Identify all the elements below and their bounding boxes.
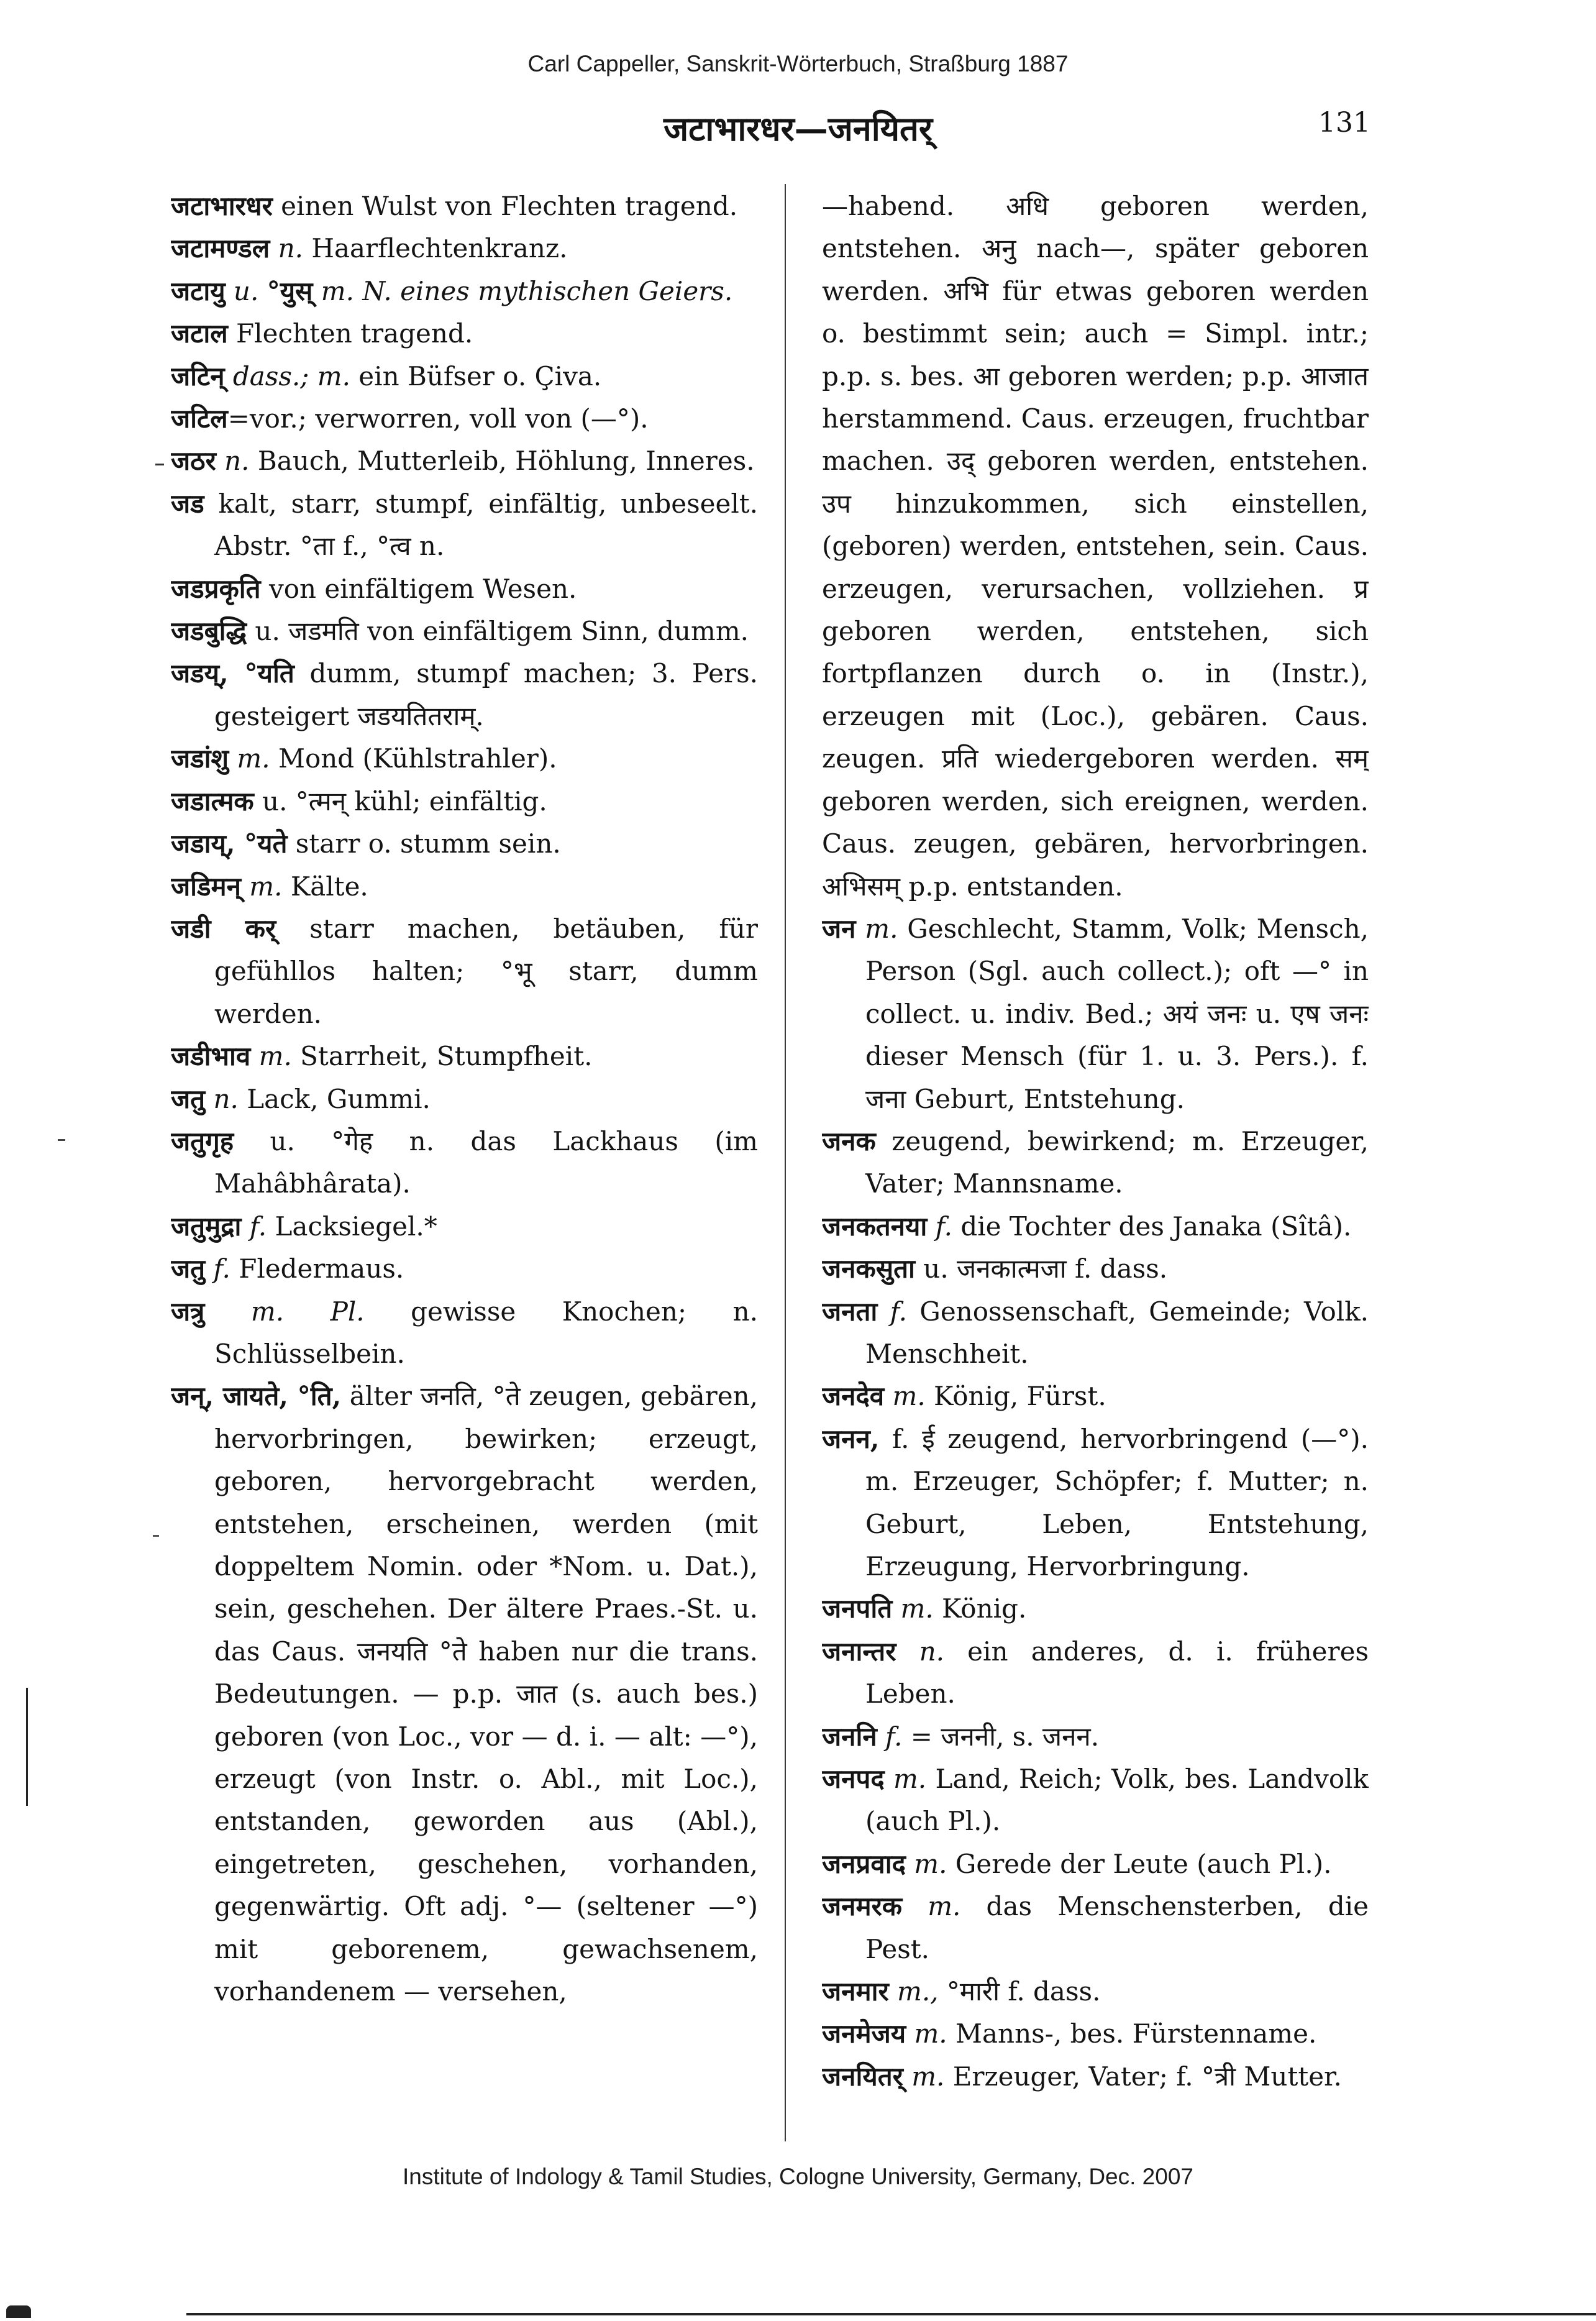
dictionary-entry bbox=[171, 738, 758, 780]
variant-headword: °युस् bbox=[267, 275, 313, 306]
dictionary-entry bbox=[171, 866, 758, 908]
dictionary-entry bbox=[822, 185, 1369, 908]
grammar-note: m. bbox=[905, 1848, 947, 1879]
dictionary-entry bbox=[822, 1716, 1369, 1758]
headword: जन्, जायते, °ति, bbox=[171, 1381, 342, 1412]
dictionary-entry bbox=[822, 1885, 1369, 1971]
dictionary-entry bbox=[822, 1843, 1369, 1885]
dictionary-entry bbox=[171, 440, 758, 482]
definition: Kälte. bbox=[282, 871, 368, 902]
dictionary-entry bbox=[171, 610, 758, 652]
scan-corner bbox=[6, 2305, 31, 2318]
grammar-note: u. bbox=[225, 275, 267, 306]
headword: जडात्मक bbox=[171, 785, 254, 817]
dictionary-entry bbox=[822, 1588, 1369, 1630]
dictionary-entry bbox=[822, 1758, 1369, 1843]
headword: जत्रु bbox=[171, 1296, 205, 1327]
headword: जनता bbox=[822, 1296, 878, 1327]
headword: जडबुद्धि bbox=[171, 616, 247, 647]
dictionary-entry bbox=[822, 908, 1369, 1120]
definition: —habend. अधि geboren werden, entstehen. अनु nach—, später geboren werden. अभि für etwas geboren werden o. bestimmt sein; auch = Simpl. intr.; p.p. s. bes. आ geboren werden; p.p. आजात herstammend. Caus. erzeugen, fruchtbar machen. उद् geboren werden, entstehen. उप hinzukommen, sich einstellen, (geboren) werden, entstehen, sein. Caus. erzeugen, verursachen, vollziehen. प्र geboren werden, entstehen, sich fortpflanzen durch o. in (Instr.), erzeugen mit (Loc.), gebären. Caus. zeugen. प्रति wiedergeboren werden. सम् geboren werden, sich ereignen, werden. Caus. zeugen, gebären, hervorbringen. अभिसम् p.p. entstanden. bbox=[822, 191, 1369, 902]
headword: जनकतनया bbox=[822, 1211, 928, 1242]
dictionary-entry bbox=[822, 2056, 1369, 2098]
headword: जठर bbox=[171, 446, 216, 477]
headword: जनपद bbox=[822, 1764, 885, 1795]
grammar-note: m. bbox=[884, 1764, 927, 1795]
definition: starr o. stumm sein. bbox=[287, 828, 561, 859]
dictionary-entry bbox=[171, 1120, 758, 1206]
headword: जडाय्, °यते bbox=[171, 828, 288, 859]
dictionary-entry bbox=[171, 398, 758, 440]
headword: जडिमन् bbox=[171, 871, 241, 902]
definition: f. ई zeugend, hervorbringend (—°). m. Erzeuger, Schöpfer; f. Mutter; n. Geburt, Leben, Entstehung, Erzeugung, Hervorbringung. bbox=[865, 1423, 1369, 1582]
definition: einen Wulst von Flechten tragend. bbox=[272, 191, 738, 221]
dictionary-entry bbox=[822, 1971, 1369, 2013]
definition: Bauch, Mutterleib, Höhlung, Inneres. bbox=[249, 446, 755, 477]
headword: जटिल bbox=[171, 403, 228, 434]
dictionary-entry bbox=[822, 1120, 1369, 1206]
definition: u. °त्मन् kühl; einfältig. bbox=[253, 785, 547, 817]
definition: König, Fürst. bbox=[925, 1381, 1106, 1412]
grammar-note: f. bbox=[927, 1211, 952, 1242]
definition: zeugend, bewirkend; m. Erzeuger, Vater; Mannsname. bbox=[865, 1125, 1369, 1199]
definition: Gerede der Leute (auch Pl.). bbox=[947, 1848, 1332, 1879]
dictionary-entry bbox=[822, 1375, 1369, 1417]
dictionary-entry bbox=[171, 227, 758, 270]
headword: जनपति bbox=[822, 1593, 893, 1624]
headword: जनमेजय bbox=[822, 2018, 906, 2049]
dictionary-entry bbox=[171, 781, 758, 823]
definition: kalt, starr, stumpf, einfältig, unbeseelt. Abstr. °ता f., °त्व n. bbox=[204, 488, 758, 562]
dictionary-entry bbox=[171, 652, 758, 738]
definition: °मारी f. dass. bbox=[938, 1976, 1101, 2007]
headword: जननि bbox=[822, 1721, 877, 1752]
definition: dumm, stumpf machen; 3. Pers. gesteigert जडयतितराम्. bbox=[214, 658, 758, 731]
definition: Mond (Kühlstrahler). bbox=[270, 743, 557, 774]
headword: जटिन् bbox=[171, 360, 225, 391]
dictionary-entry bbox=[171, 1375, 758, 2013]
grammar-note: n. bbox=[205, 1083, 239, 1114]
headword: जनमार bbox=[822, 1976, 889, 2007]
running-head: जटाभारधर—जनयितर् bbox=[663, 109, 933, 149]
headword: जनक bbox=[822, 1125, 876, 1156]
headword: जनन, bbox=[822, 1423, 880, 1454]
grammar-note: f. bbox=[241, 1211, 267, 1242]
grammar-note: f. bbox=[877, 1296, 907, 1327]
definition: König. bbox=[933, 1593, 1027, 1624]
definition: von einfältigem Wesen. bbox=[260, 573, 577, 604]
source-citation: Carl Cappeller, Sanskrit-Wörterbuch, Straßburg 1887 bbox=[527, 51, 1069, 76]
definition: Flechten tragend. bbox=[227, 318, 473, 349]
headword: जनकसुता bbox=[822, 1253, 915, 1284]
dictionary-entry bbox=[171, 568, 758, 610]
dictionary-entry bbox=[822, 1418, 1369, 1588]
grammar-note: f. bbox=[205, 1253, 230, 1284]
dictionary-entry bbox=[171, 1248, 758, 1290]
headword: जटाभारधर bbox=[171, 191, 273, 221]
headword: जडीभाव bbox=[171, 1041, 251, 1072]
grammar-note: m., bbox=[888, 1976, 939, 2007]
definition: Geschlecht, Stamm, Volk; Mensch, Person (Sgl. auch collect.); oft —° in collect. u. indiv. Bed.; अयं जनः u. एष जनः dieser Mensch (für 1. u. 3. Pers.). f. जना Geburt, Entstehung. bbox=[865, 913, 1369, 1114]
definition: Fledermaus. bbox=[230, 1253, 404, 1284]
headword: जतु bbox=[171, 1253, 206, 1284]
definition: u. जडमति von einfältigem Sinn, dumm. bbox=[247, 616, 749, 647]
grammar-note: m. bbox=[855, 913, 898, 944]
margin-mark bbox=[155, 464, 164, 465]
headword: जनमरक bbox=[822, 1891, 903, 1922]
right-column bbox=[822, 185, 1369, 2143]
institution-footer: Institute of Indology & Tamil Studies, Cologne University, Germany, Dec. 2007 bbox=[402, 2164, 1193, 2189]
headword: जडी कर् bbox=[171, 913, 276, 944]
definition: die Tochter des Janaka (Sîtâ). bbox=[952, 1211, 1352, 1242]
grammar-note: m. bbox=[229, 743, 270, 774]
definition: Starrheit, Stumpfheit. bbox=[291, 1041, 593, 1072]
headword: जनप्रवाद bbox=[822, 1848, 906, 1879]
definition: gewisse Knochen; n. Schlüsselbein. bbox=[214, 1296, 758, 1369]
grammar-note: dass.; bbox=[224, 360, 309, 391]
headword: जनान्तर bbox=[822, 1636, 896, 1667]
headword: जडय्, °यति bbox=[171, 658, 294, 689]
dictionary-entry bbox=[171, 1206, 758, 1248]
definition: Manns-, bes. Fürstenname. bbox=[947, 2018, 1317, 2049]
definition: Genossenschaft, Gemeinde; Volk. Menschheit. bbox=[865, 1296, 1369, 1369]
headword: जटामण्डल bbox=[171, 233, 270, 264]
dictionary-entry bbox=[171, 1291, 758, 1376]
headword: जतुगृह bbox=[171, 1125, 234, 1156]
dictionary-entry bbox=[822, 1248, 1369, 1290]
definition: ein Büfser o. Çiva. bbox=[350, 360, 602, 391]
definition: älter जनति, °ते zeugen, gebären, hervorbringen, bewirken; erzeugt, geboren, hervorgebracht werden, entstehen, erscheinen, werden (mit doppeltem Nomin. oder *Nom. u. Dat.), sein, geschehen. Der ältere Praes.-St. u. das Caus. जनयति °ते haben nur die trans. Bedeutungen. — p.p. जात (s. auch bes.) geboren (von Loc., vor — d. i. — alt: —°), erzeugt (von Instr. o. Abl., mit Loc.), entstanden, geworden aus (Abl.), eingetreten, geschehen, vorhanden, gegenwärtig. Oft adj. °— (seltener —°) mit geborenem, gewachsenem, vorhandenem — versehen, bbox=[214, 1381, 758, 2007]
dictionary-entry bbox=[171, 1035, 758, 1078]
definition: Lacksiegel.* bbox=[267, 1211, 437, 1242]
definition: = जननी, s. जनन. bbox=[902, 1721, 1100, 1752]
grammar-note: m. Pl. bbox=[204, 1296, 365, 1327]
headword: जतुमुद्रा bbox=[171, 1211, 242, 1242]
dictionary-entry bbox=[171, 1078, 758, 1120]
margin-bar bbox=[26, 1688, 28, 1806]
headword: जड bbox=[171, 488, 204, 519]
headword: जन bbox=[822, 913, 856, 944]
grammar-note: f. bbox=[877, 1721, 903, 1752]
grammar-note: n. bbox=[216, 446, 250, 477]
grammar-note: m. bbox=[906, 2018, 947, 2049]
headword: जडांशु bbox=[171, 743, 229, 774]
margin-mark bbox=[58, 1139, 65, 1141]
headword: जटायु bbox=[171, 275, 226, 306]
grammar-note: n. bbox=[896, 1636, 944, 1667]
margin-mark bbox=[153, 1535, 159, 1537]
definition: Erzeuger, Vater; f. °त्री Mutter. bbox=[944, 2061, 1342, 2092]
definition: Lack, Gummi. bbox=[238, 1083, 431, 1114]
headword: जतु bbox=[171, 1083, 206, 1114]
headword: जडप्रकृति bbox=[171, 573, 261, 604]
headword: जनयितर् bbox=[822, 2061, 903, 2092]
scan-edge bbox=[186, 2313, 1596, 2315]
dictionary-entry bbox=[822, 1291, 1369, 1376]
grammar-note: n. bbox=[270, 233, 303, 264]
dictionary-entry bbox=[171, 185, 758, 227]
dictionary-entry bbox=[171, 483, 758, 568]
definition: =vor.; verworren, voll von (—°). bbox=[227, 403, 649, 434]
dictionary-entry bbox=[171, 313, 758, 355]
definition: Haarflechtenkranz. bbox=[303, 233, 568, 264]
grammar-note: m. bbox=[884, 1381, 926, 1412]
definition: ein anderes, d. i. früheres Leben. bbox=[865, 1636, 1369, 1710]
grammar-note: m. bbox=[309, 360, 350, 391]
column-divider bbox=[785, 184, 786, 2141]
definition: das Menschensterben, die Pest. bbox=[865, 1891, 1369, 1964]
dictionary-entry bbox=[171, 270, 758, 313]
headword: जनदेव bbox=[822, 1381, 885, 1412]
left-column bbox=[171, 185, 758, 2143]
dictionary-entry bbox=[171, 908, 758, 1035]
dictionary-entry bbox=[171, 355, 758, 398]
grammar-note: m. bbox=[250, 1041, 292, 1072]
grammar-note: m. bbox=[903, 2061, 945, 2092]
dictionary-entry bbox=[822, 2013, 1369, 2055]
grammar-note: m. bbox=[902, 1891, 961, 1922]
grammar-note: m. bbox=[240, 871, 283, 902]
dictionary-entry bbox=[822, 1631, 1369, 1716]
dictionary-entry bbox=[171, 823, 758, 865]
definition: u. °गेह n. das Lackhaus (im Mahâbhârata). bbox=[214, 1125, 758, 1199]
dictionary-entry bbox=[822, 1206, 1369, 1248]
definition: Land, Reich; Volk, bes. Landvolk (auch Pl.). bbox=[865, 1764, 1369, 1837]
grammar-note: m. N. eines mythischen Geiers. bbox=[312, 275, 733, 306]
definition: starr machen, betäuben, für gefühllos halten; °भू starr, dumm werden. bbox=[214, 913, 758, 1029]
page-number: 131 bbox=[1318, 107, 1370, 139]
headword: जटाल bbox=[171, 318, 228, 349]
definition: u. जनकात्मजा f. dass. bbox=[914, 1253, 1168, 1284]
grammar-note: m. bbox=[892, 1593, 934, 1624]
